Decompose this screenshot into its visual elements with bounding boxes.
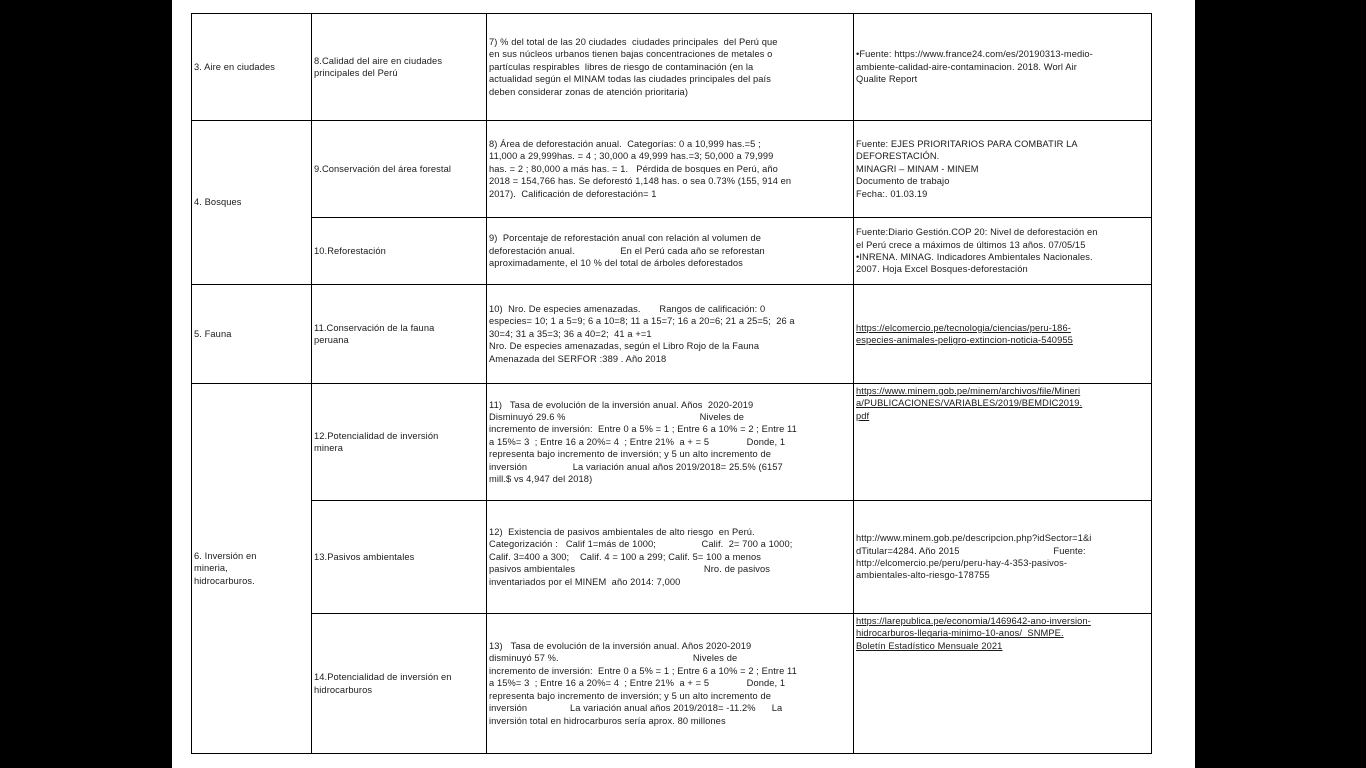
category-cell: 5. Fauna — [192, 285, 312, 384]
indicator-cell: 8.Calidad del aire en ciudades principales del Perú — [312, 14, 487, 121]
indicator-cell: 12.Potencialidad de inversión minera — [312, 384, 487, 501]
indicator-cell: 13.Pasivos ambientales — [312, 501, 487, 614]
source-link[interactable]: https://larepublica.pe/economia/1469642-ano-inversion- hidrocarburos-llegaria-minimo-10-anos/ SNMPE. Boletín Estadístico Mensuale 2021 — [854, 614, 1152, 754]
description-cell: 9) Porcentaje de reforestación anual con relación al volumen de deforestación anual. En el Perú cada año se reforestan aproximadamente, el 10 % del total de árboles deforestados — [487, 218, 854, 285]
table-row — [192, 614, 1152, 754]
indicator-cell: 14.Potencialidad de inversión en hidrocarburos — [312, 614, 487, 754]
table-row — [192, 218, 1152, 285]
description-cell: 11) Tasa de evolución de la inversión anual. Años 2020-2019 Disminuyó 29.6 % Niveles de incremento de inversión: Entre 0 a 5% = 1 ; Entre 6 a 10% = 2 ; Entre 11 a 15%= 3 ; Entre 16 a 20%= 4 ; Entre 21% a + = 5 Donde, 1 representa bajo incremento de inversión; y 5 un alto incremento de inversión La variación anual años 2019/2018= 25.5% (6157 mill.$ vs 4,947 del 2018) — [487, 384, 854, 501]
indicator-cell: 10.Reforestación — [312, 218, 487, 285]
description-cell: 7) % del total de las 20 ciudades ciudades principales del Perú que en sus núcleos urbanos tienen bajas concentraciones de metales o partículas respirables libres de riesgo de contaminación (en la actualidad según el MINAM todas las ciudades principales del país deben considerar zonas de atención prioritaria) — [487, 14, 854, 121]
document-page — [172, 0, 1195, 768]
table-row — [192, 285, 1152, 384]
table-row — [192, 14, 1152, 121]
indicator-cell: 11.Conservación de la fauna peruana — [312, 285, 487, 384]
source-cell: Fuente: EJES PRIORITARIOS PARA COMBATIR LA DEFORESTACIÓN. MINAGRI – MINAM - MINEM Documento de trabajo Fecha:. 01.03.19 — [854, 121, 1152, 218]
source-link[interactable]: https://elcomercio.pe/tecnologia/ciencias/peru-186- especies-animales-peligro-extincion-noticia-540955 — [854, 285, 1152, 384]
indicators-table — [191, 13, 1152, 754]
description-cell: 10) Nro. De especies amenazadas. Rangos de calificación: 0 especies= 10; 1 a 5=9; 6 a 10=8; 11 a 15=7; 16 a 20=6; 21 a 25=5; 26 a 30=4; 31 a 35=3; 36 a 40=2; 41 a +=1 Nro. De especies amenazadas, según el Libro Rojo de la Fauna Amenazada del SERFOR :389 . Año 2018 — [487, 285, 854, 384]
table-row — [192, 121, 1152, 218]
description-cell: 8) Área de deforestación anual. Categorías: 0 a 10,999 has.=5 ; 11,000 a 29,999has. = 4 ; 30,000 a 49,999 has.=3; 50,000 a 79,999 has. = 2 ; 80,000 a más has. = 1. Pérdida de bosques en Perú, año 2018 = 154,766 has. Se deforestó 1,148 has. o sea 0.73% (155, 914 en 2017). Calificación de deforestación= 1 — [487, 121, 854, 218]
source-cell: http://www.minem.gob.pe/descripcion.php?idSector=1&i dTitular=4284. Año 2015 Fuente: http://elcomercio.pe/peru/peru-hay-4-353-pasivos- ambientales-alto-riesgo-178755 — [854, 501, 1152, 614]
description-cell: 13) Tasa de evolución de la inversión anual. Años 2020-2019 disminuyó 57 %. Niveles de incremento de inversión: Entre 0 a 5% = 1 ; Entre 6 a 10% = 2 ; Entre 11 a 15%= 3 ; Entre 16 a 20%= 4 ; Entre 21% a + = 5 Donde, 1 representa bajo incremento de inversión; y 5 un alto incremento de inversión La variación anual años 2019/2018= -11.2% La inversión total en hidrocarburos sería aprox. 80 millones — [487, 614, 854, 754]
category-cell: 3. Aire en ciudades — [192, 14, 312, 121]
source-cell: Fuente:Diario Gestión.COP 20: Nivel de deforestación en el Perú crece a máximos de últimos 13 años. 07/05/15 •INRENA. MINAG. Indicadores Ambientales Nacionales. 2007. Hoja Excel Bosques-deforestación — [854, 218, 1152, 285]
category-cell: 4. Bosques — [192, 121, 312, 285]
description-cell: 12) Existencia de pasivos ambientales de alto riesgo en Perú. Categorización : Calif 1=más de 1000; Calif. 2= 700 a 1000; Calif. 3=400 a 300; Calif. 4 = 100 a 299; Calif. 5= 100 a menos pasivos ambientales Nro. de pasivos inventariados por el MINEM año 2014: 7,000 — [487, 501, 854, 614]
source-cell: •Fuente: https://www.france24.com/es/20190313-medio- ambiente-calidad-aire-contaminacion. 2018. Worl Air Qualite Report — [854, 14, 1152, 121]
source-link[interactable]: https://www.minem.gob.pe/minem/archivos/file/Mineri a/PUBLICACIONES/VARIABLES/2019/BEMDIC2019. pdf — [854, 384, 1152, 501]
category-cell: 6. Inversión en mineria, hidrocarburos. — [192, 384, 312, 754]
indicator-cell: 9.Conservación del área forestal — [312, 121, 487, 218]
table-row — [192, 384, 1152, 501]
table-row — [192, 501, 1152, 614]
